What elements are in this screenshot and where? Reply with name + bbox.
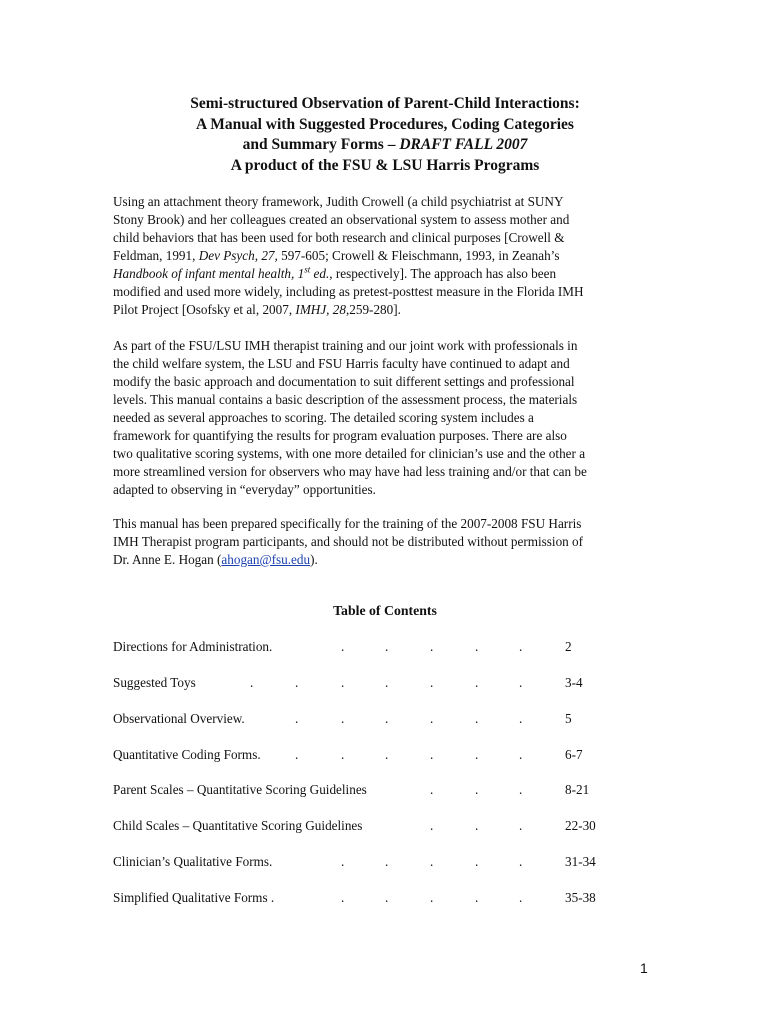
toc-leader-dot: .	[341, 639, 345, 654]
document-title	[100, 94, 670, 176]
toc-leader-dot: .	[341, 747, 345, 762]
toc-leader-dot: .	[519, 818, 523, 833]
toc-label: Child Scales – Quantitative Scoring Guidelines	[113, 818, 363, 833]
toc-leader-dot: .	[341, 675, 345, 690]
toc-leader-dot: .	[341, 711, 345, 726]
toc-leader-dot: .	[519, 747, 523, 762]
toc-row	[113, 818, 633, 836]
toc-title: Table of Contents	[333, 603, 437, 618]
intro-paragraph: Using an attachment theory framework, Judith Crowell (a child psychiatrist at SUNY Stony Brook) and her colleagues created an observational system to assess mother and child behaviors that has been used for both research and clinical purposes [Crowell & Feldman, 1991, Dev Psych, 27, 597-605; Crowell & Fleischmann, 1993, in Zeanah’s Handbook of infant mental health, 1st ed., respectively]. The approach has also been modified and used more widely, including as pretest-posttest measure in the Florida IMH Pilot Project [Osofsky et al, 2007, IMHJ, 28,259-280].	[113, 194, 584, 317]
toc-leader-dot: .	[475, 675, 479, 690]
toc-row	[113, 747, 633, 765]
toc-leader-dot: .	[519, 782, 523, 797]
toc-label: Directions for Administration.	[113, 639, 273, 654]
title-line-3: and Summary Forms – DRAFT FALL 2007	[242, 136, 528, 153]
toc-page: 8-21	[565, 782, 590, 797]
toc-leader-dot: .	[430, 818, 434, 833]
toc-label: Quantitative Coding Forms.	[113, 747, 261, 762]
toc-leader-dot: .	[385, 675, 389, 690]
toc-row	[113, 639, 633, 657]
email-link[interactable]: ahogan@fsu.edu	[221, 552, 311, 567]
toc-label: Clinician’s Qualitative Forms.	[113, 854, 273, 869]
toc-page: 5	[565, 711, 572, 726]
toc-leader-dot: .	[295, 675, 299, 690]
title-line-1: Semi-structured Observation of Parent-Child Interactions:	[190, 95, 580, 112]
toc-leader-dot: .	[475, 854, 479, 869]
toc-leader-dot: .	[385, 711, 389, 726]
toc-leader-dot: .	[430, 890, 434, 905]
toc-leader-dot: .	[385, 747, 389, 762]
toc-row	[113, 854, 633, 872]
toc-page: 3-4	[565, 675, 583, 690]
toc-leader-dot: .	[295, 747, 299, 762]
toc-leader-dot: .	[430, 711, 434, 726]
toc-page: 6-7	[565, 747, 583, 762]
toc-leader-dot: .	[475, 639, 479, 654]
toc-label: Suggested Toys	[113, 675, 196, 690]
toc-leader-dot: .	[430, 782, 434, 797]
toc-leader-dot: .	[250, 675, 254, 690]
toc-label: Observational Overview.	[113, 711, 245, 726]
toc-leader-dot: .	[430, 854, 434, 869]
title-line-2: A Manual with Suggested Procedures, Coding Categories	[196, 115, 574, 133]
toc-leader-dot: .	[519, 675, 523, 690]
toc-page: 31-34	[565, 854, 596, 869]
toc-label: Parent Scales – Quantitative Scoring Guidelines	[113, 782, 367, 797]
toc-label: Simplified Qualitative Forms .	[113, 890, 275, 905]
page-number: 1	[640, 960, 648, 976]
toc-leader-dot: .	[475, 890, 479, 905]
toc-row	[113, 782, 633, 800]
toc-leader-dot: .	[475, 782, 479, 797]
toc-leader-dot: .	[519, 854, 523, 869]
toc-leader-dot: .	[475, 747, 479, 762]
toc-leader-dot: .	[519, 639, 523, 654]
toc-leader-dot: .	[341, 890, 345, 905]
toc-row	[113, 675, 633, 693]
toc-leader-dot: .	[475, 711, 479, 726]
toc-leader-dot: .	[519, 711, 523, 726]
toc-leader-dot: .	[385, 890, 389, 905]
toc-leader-dot: .	[430, 675, 434, 690]
toc-page: 35-38	[565, 890, 596, 905]
toc-leader-dot: .	[430, 639, 434, 654]
toc-leader-dot: .	[475, 818, 479, 833]
toc-leader-dot: .	[519, 890, 523, 905]
title-draft-label: DRAFT FALL 2007	[399, 136, 528, 153]
toc-leader-dot: .	[385, 854, 389, 869]
training-paragraph: As part of the FSU/LSU IMH therapist training and our joint work with professionals in the child welfare system, the LSU and FSU Harris faculty have continued to adapt and modify the basic approach and documentation to suit different settings and professional levels. This manual contains a basic description of the assessment process, the materials needed as several approaches to scoring. The detailed scoring system includes a framework for quantifying the results for program evaluation purposes. There are also two qualitative scoring systems, with one more detailed for clinician’s use and the other a more streamlined version for observers who may have had less training and/or that can be adapted to observing in “everyday” opportunities.	[113, 338, 587, 497]
permission-paragraph: This manual has been prepared specifically for the training of the 2007-2008 FSU Harris IMH Therapist program participants, and should not be distributed without permission of Dr. Anne E. Hogan (ahogan@fsu.edu).	[113, 516, 584, 567]
toc-leader-dot: .	[295, 711, 299, 726]
toc-page: 22-30	[565, 818, 596, 833]
toc-row	[113, 711, 633, 729]
toc-leader-dot: .	[341, 854, 345, 869]
toc-page: 2	[565, 639, 572, 654]
toc-leader-dot: .	[430, 747, 434, 762]
title-line-4: A product of the FSU & LSU Harris Programs	[230, 156, 540, 174]
toc-leader-dot: .	[385, 639, 389, 654]
toc-row	[113, 890, 633, 908]
